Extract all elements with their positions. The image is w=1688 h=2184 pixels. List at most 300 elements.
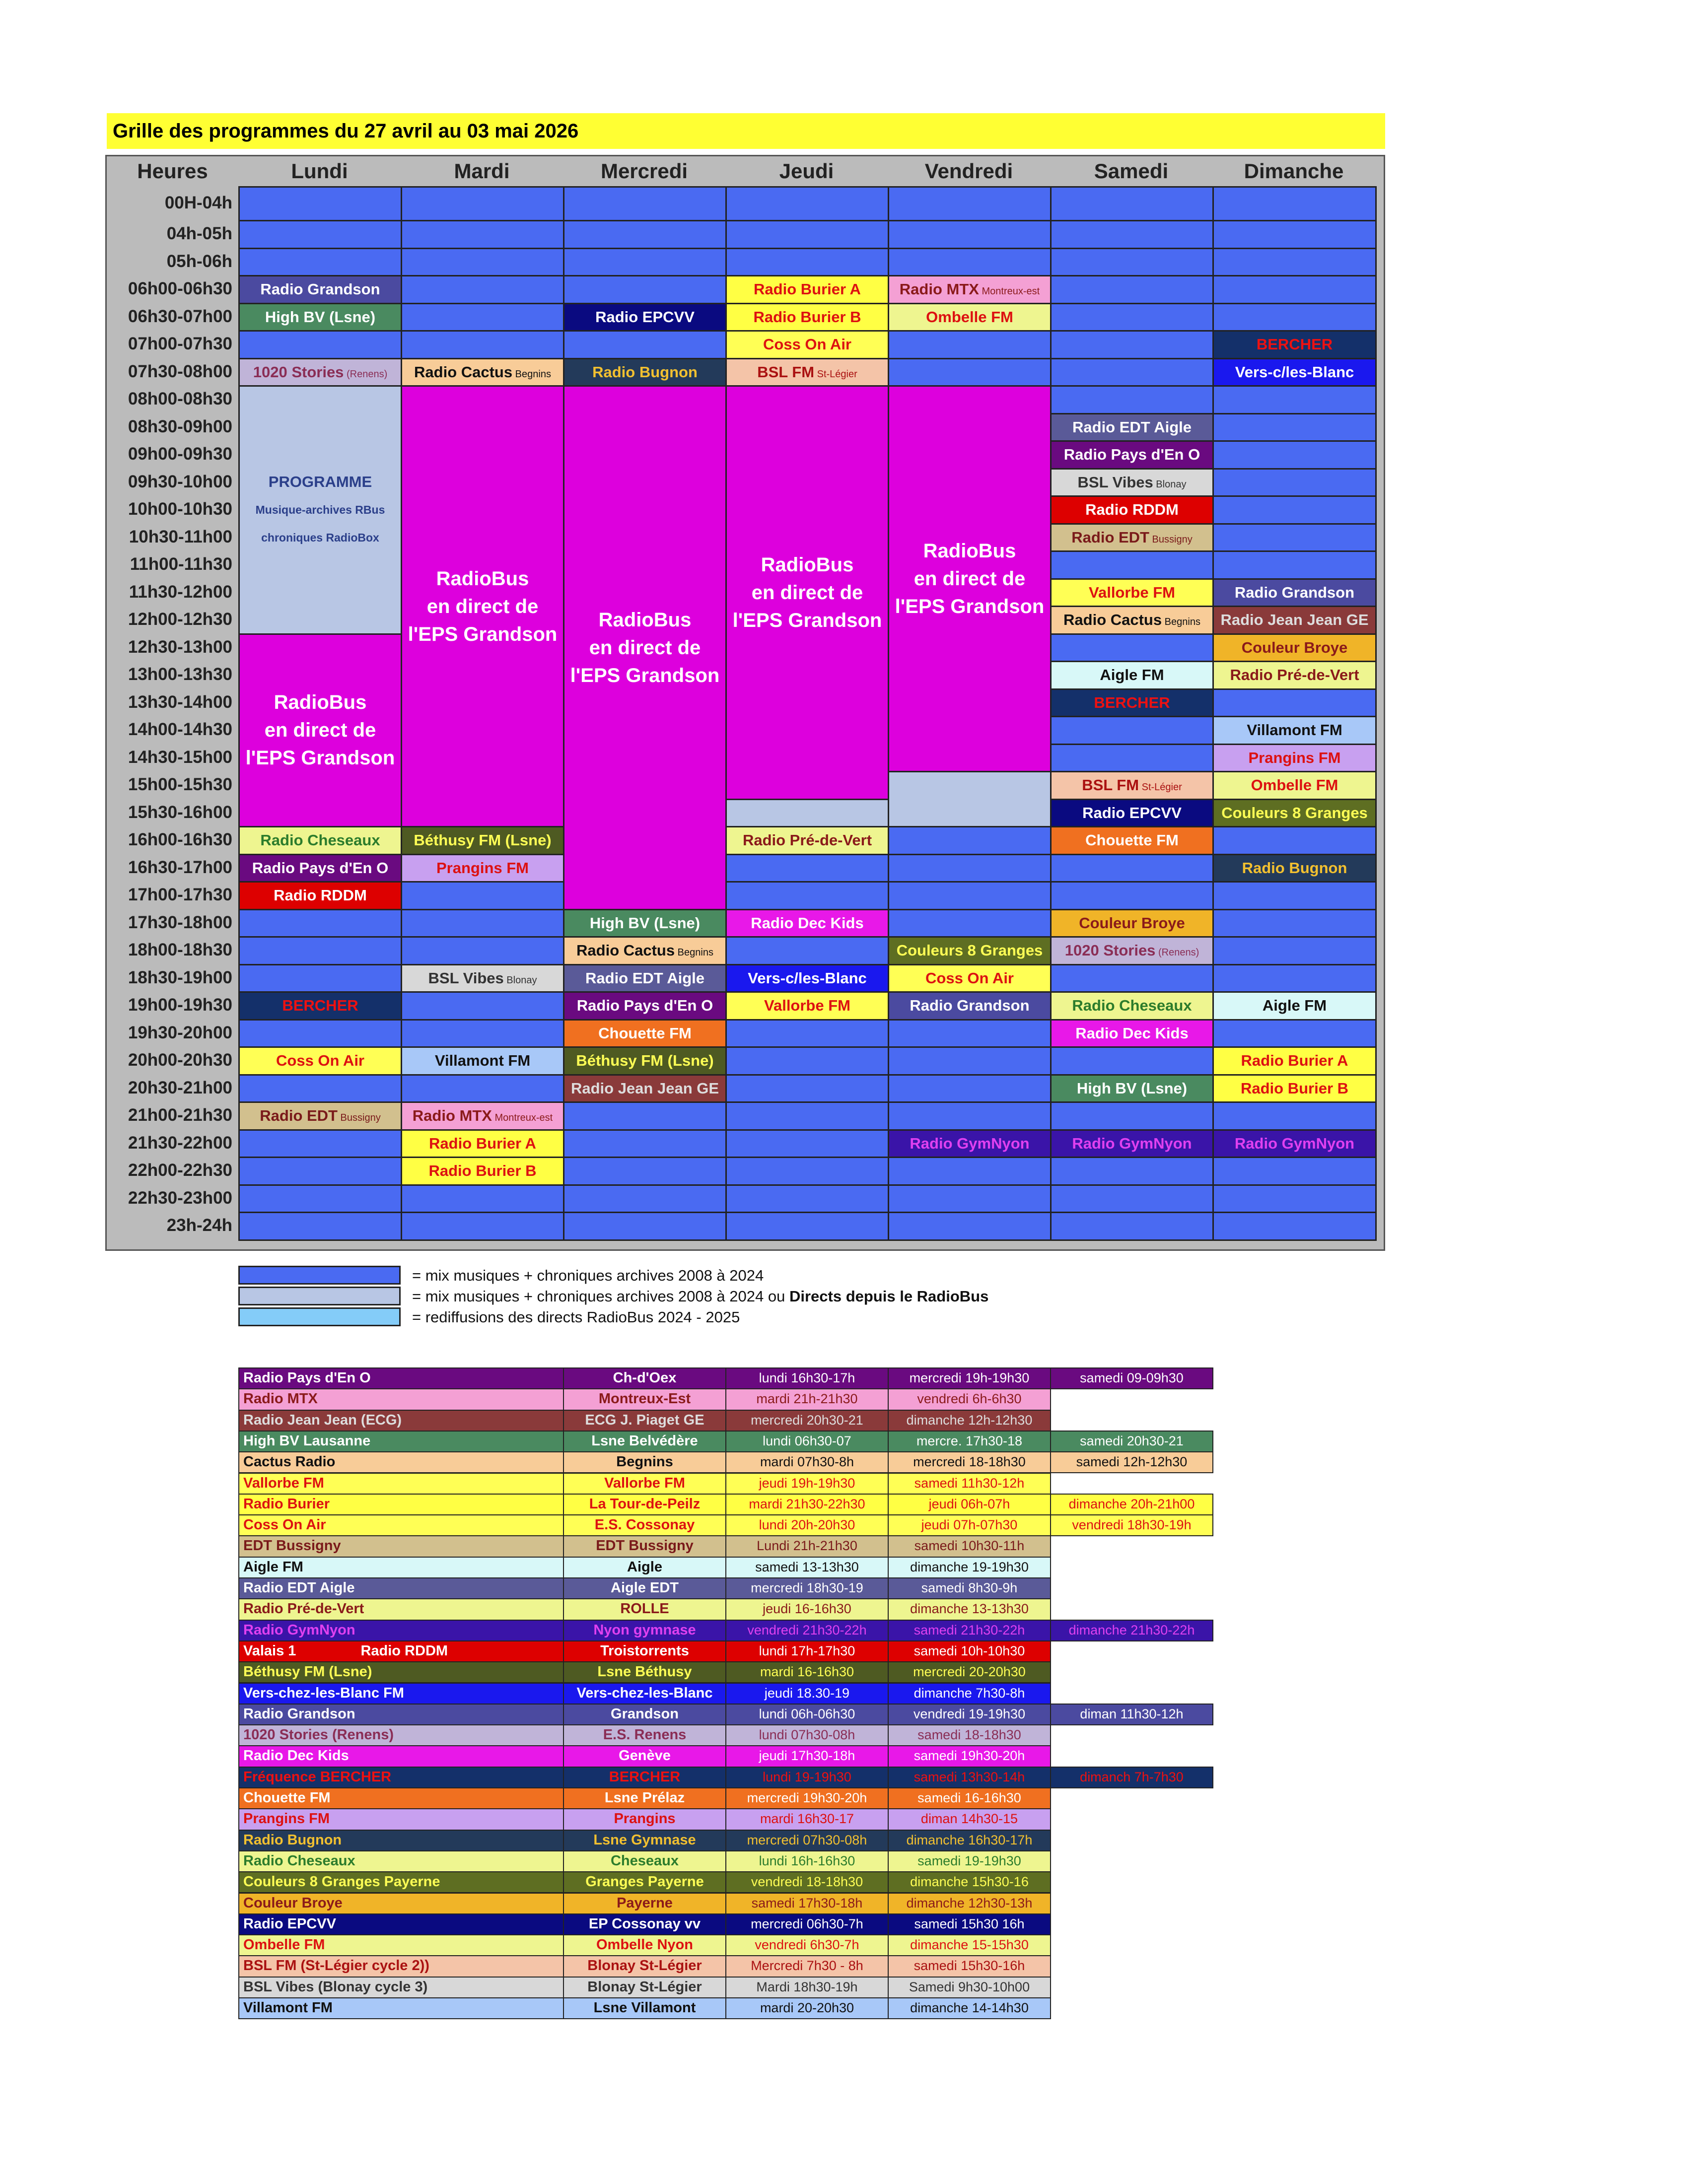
program-slot[interactable] (401, 964, 564, 993)
broadcaster-name: 1020 Stories (Renens) (238, 1724, 564, 1746)
program-name: Coss On Air (925, 969, 1014, 987)
empty-slot (1212, 1019, 1377, 1048)
program-name: Radio MTX (412, 1107, 492, 1124)
broadcaster-slot: dimanche 12h-12h30 (888, 1410, 1051, 1432)
empty-slot (1212, 275, 1377, 304)
program-slot[interactable] (238, 275, 402, 304)
block-text-line: RadioBus (761, 553, 854, 576)
empty-slot (888, 1212, 1052, 1241)
empty-slot (238, 248, 402, 277)
legend-text-direct: = mix musiques + chroniques archives 2008 à 2024 ou Directs depuis le RadioBus (412, 1288, 989, 1305)
program-location: St-Légier (1139, 782, 1182, 793)
empty-slot (1050, 330, 1214, 359)
program-slot[interactable] (1050, 991, 1214, 1021)
hour-label: 09h30-10h00 (128, 472, 232, 491)
program-slot[interactable] (238, 854, 402, 883)
empty-slot (888, 358, 1052, 387)
program-slot[interactable] (888, 275, 1052, 304)
empty-slot (1050, 550, 1214, 580)
empty-slot (563, 1184, 727, 1214)
program-slot[interactable] (1050, 936, 1214, 965)
program-name: High BV (Lsne) (1076, 1079, 1188, 1097)
broadcaster-name: Radio Dec Kids (238, 1745, 564, 1767)
broadcaster-slot: jeudi 17h30-18h (725, 1745, 889, 1767)
broadcaster-slot: Mercredi 7h30 - 8h (725, 1955, 889, 1977)
broadcaster-name: Aigle FM (238, 1557, 564, 1578)
broadcaster-slot: dimanche 7h30-8h (888, 1683, 1051, 1705)
empty-slot (563, 1157, 727, 1186)
broadcaster-place: Montreux-Est (563, 1388, 726, 1410)
empty-slot (563, 1101, 727, 1131)
empty-slot (563, 186, 727, 221)
broadcaster-slot: mercredi 20-20h30 (888, 1661, 1051, 1683)
program-slot[interactable] (725, 330, 889, 359)
program-slot[interactable] (1050, 799, 1214, 828)
empty-slot (725, 186, 889, 221)
empty-slot (1212, 523, 1377, 552)
program-slot[interactable] (1212, 330, 1377, 359)
empty-slot (1212, 964, 1377, 993)
empty-slot (1212, 186, 1377, 221)
block-text-line: en direct de (914, 568, 1026, 590)
empty-slot (1050, 358, 1214, 387)
empty-slot (1050, 1184, 1214, 1214)
program-location: Blonay (503, 974, 537, 986)
broadcaster-slot: dimanche 14-14h30 (888, 1997, 1051, 2019)
broadcaster-slot: mardi 21h30-22h30 (725, 1494, 889, 1515)
broadcaster-slot: mercredi 18-18h30 (888, 1451, 1051, 1473)
hour-label: 13h30-14h00 (128, 692, 232, 712)
program-slot[interactable] (1212, 661, 1377, 690)
program-name: Radio Pays d'En O (1063, 446, 1200, 463)
empty-slot (401, 220, 564, 249)
empty-slot (238, 964, 402, 993)
program-location: (Renens) (1155, 947, 1199, 958)
empty-slot (725, 936, 889, 965)
broadcaster-slot: samedi 10h30-11h (888, 1535, 1051, 1557)
empty-slot (1050, 385, 1214, 414)
radiobus-live-block[interactable] (563, 385, 727, 910)
program-slot[interactable] (1212, 358, 1377, 387)
broadcaster-slot: samedi 18-18h30 (888, 1724, 1051, 1746)
program-slot[interactable] (563, 1074, 727, 1103)
program-slot[interactable] (563, 1019, 727, 1048)
block-text-line: l'EPS Grandson (570, 664, 720, 686)
broadcaster-slot: mardi 07h30-8h (725, 1451, 889, 1473)
hour-label: 21h00-21h30 (128, 1105, 232, 1125)
broadcaster-slot: jeudi 06h-07h (888, 1494, 1051, 1515)
program-slot[interactable] (888, 936, 1052, 965)
program-slot[interactable] (563, 909, 727, 938)
program-slot[interactable] (1050, 909, 1214, 938)
program-slot[interactable] (1212, 633, 1377, 663)
hour-label: 15h30-16h00 (128, 802, 232, 822)
program-slot[interactable] (888, 1129, 1052, 1159)
hour-label: 17h00-17h30 (128, 885, 232, 904)
broadcaster-slot: jeudi 07h-07h30 (888, 1514, 1051, 1536)
empty-slot (888, 854, 1052, 883)
program-slot[interactable] (1212, 744, 1377, 773)
empty-slot (238, 1019, 402, 1048)
program-name: Radio RDDM (1085, 501, 1179, 518)
broadcaster-slot: dimanche 16h30-17h (888, 1830, 1051, 1851)
broadcaster-slot: samedi 19-19h30 (888, 1850, 1051, 1872)
hour-label: 12h30-13h00 (128, 637, 232, 657)
radiobus-live-block[interactable] (401, 385, 564, 827)
program-slot[interactable] (401, 1101, 564, 1131)
radiobus-live-block[interactable] (238, 633, 402, 828)
empty-slot (888, 330, 1052, 359)
broadcaster-slot: samedi 16-16h30 (888, 1787, 1051, 1809)
program-slot[interactable] (1050, 413, 1214, 442)
block-text-line: l'EPS Grandson (245, 747, 395, 769)
empty-slot (725, 1074, 889, 1103)
broadcaster-place: Genève (563, 1745, 726, 1767)
program-slot[interactable] (1212, 606, 1377, 635)
broadcaster-place: La Tour-de-Peilz (563, 1494, 726, 1515)
program-slot[interactable] (725, 964, 889, 993)
program-name: Radio Bugnon (1242, 859, 1347, 877)
program-name: 1020 Stories (253, 363, 344, 381)
empty-slot (238, 220, 402, 249)
program-slot[interactable] (725, 303, 889, 332)
legend-swatch-direct (238, 1287, 401, 1305)
program-name: Villamont FM (434, 1052, 531, 1069)
broadcaster-place: Lsne Belvédère (563, 1431, 726, 1452)
broadcaster-slot: mardi 21h-21h30 (725, 1388, 889, 1410)
program-slot[interactable] (1050, 468, 1214, 497)
broadcaster-name: Béthusy FM (Lsne) (238, 1661, 564, 1683)
program-slot[interactable] (1212, 771, 1377, 800)
broadcaster-slot: jeudi 16-16h30 (725, 1598, 889, 1620)
program-name: Radio Burier B (428, 1162, 537, 1179)
empty-slot (238, 1184, 402, 1214)
broadcaster-slot: vendredi 6h-6h30 (888, 1388, 1051, 1410)
program-slot[interactable] (725, 909, 889, 938)
program-name: Aigle FM (1262, 997, 1327, 1014)
hour-label: 19h00-19h30 (128, 995, 232, 1015)
block-text-line: PROGRAMME (268, 473, 372, 491)
program-slot[interactable] (563, 303, 727, 332)
program-slot[interactable] (1050, 826, 1214, 855)
program-name: Radio Pré-de-Vert (1230, 666, 1359, 683)
program-name: Radio Burier A (1241, 1052, 1348, 1069)
broadcaster-slot: lundi 20h-20h30 (725, 1514, 889, 1536)
broadcaster-slot: samedi 19h30-20h (888, 1745, 1051, 1767)
program-name: Radio Pré-de-Vert (742, 831, 872, 849)
broadcaster-slot: samedi 11h30-12h (888, 1473, 1051, 1495)
program-name: BSL Vibes (1077, 473, 1153, 491)
program-name: Radio GymNyon (1072, 1134, 1192, 1152)
program-name: Chouette FM (598, 1024, 692, 1042)
empty-slot (1050, 248, 1214, 277)
broadcaster-place: Troistorrents (563, 1640, 726, 1662)
empty-slot (888, 248, 1052, 277)
empty-slot (563, 330, 727, 359)
hour-label: 13h00-13h30 (128, 665, 232, 684)
program-name: Vallorbe FM (764, 997, 850, 1014)
broadcaster-slot: lundi 19-19h30 (725, 1767, 889, 1788)
broadcaster-slot: lundi 16h30-17h (725, 1367, 889, 1389)
header-day-7: Dimanche (1244, 159, 1344, 183)
program-slot[interactable] (563, 358, 727, 387)
program-slot[interactable] (401, 1129, 564, 1159)
hour-label: 06h00-06h30 (128, 279, 232, 298)
program-slot[interactable] (1050, 688, 1214, 718)
broadcaster-place: Lsne Villamont (563, 1997, 726, 2019)
program-slot[interactable] (1050, 661, 1214, 690)
broadcaster-slot: dimanche 12h30-13h (888, 1893, 1051, 1914)
empty-slot (1212, 1157, 1377, 1186)
broadcaster-name: Radio Burier (238, 1494, 564, 1515)
program-slot[interactable] (888, 991, 1052, 1021)
program-slot[interactable] (1050, 495, 1214, 525)
program-name: Radio Cheseaux (260, 831, 380, 849)
program-slot[interactable] (1212, 716, 1377, 745)
broadcaster-slot: dimanch 7h-7h30 (1050, 1767, 1213, 1788)
hour-label: 16h00-16h30 (128, 830, 232, 849)
program-slot[interactable] (1050, 606, 1214, 635)
program-slot[interactable] (725, 991, 889, 1021)
empty-slot (1212, 495, 1377, 525)
program-name: Ombelle FM (926, 308, 1013, 326)
program-slot[interactable] (1212, 1129, 1377, 1159)
program-slot[interactable] (1050, 440, 1214, 470)
empty-slot (1050, 303, 1214, 332)
empty-slot (1050, 633, 1214, 663)
broadcaster-place: Lsne Gymnase (563, 1830, 726, 1851)
broadcaster-slot: samedi 15h30-16h (888, 1955, 1051, 1977)
empty-slot (401, 1019, 564, 1048)
program-slot[interactable] (238, 1101, 402, 1131)
program-slot[interactable] (1212, 991, 1377, 1021)
program-slot[interactable] (238, 303, 402, 332)
empty-slot (1212, 550, 1377, 580)
program-slot[interactable] (725, 358, 889, 387)
empty-slot (1212, 468, 1377, 497)
broadcaster-name: Couleur Broye (238, 1893, 564, 1914)
broadcaster-slot: samedi 09-09h30 (1050, 1367, 1213, 1389)
hour-label: 09h00-09h30 (128, 444, 232, 464)
program-slot[interactable] (238, 358, 402, 387)
program-slot[interactable] (238, 881, 402, 910)
broadcaster-slot: vendredi 21h30-22h (725, 1620, 889, 1641)
program-slot[interactable] (563, 936, 727, 965)
empty-slot (563, 1129, 727, 1159)
empty-slot (238, 1212, 402, 1241)
empty-slot (888, 1157, 1052, 1186)
program-name: 1020 Stories (1064, 942, 1156, 959)
broadcaster-name: Couleurs 8 Granges Payerne (238, 1871, 564, 1893)
block-text-line: Musique-archives RBus (255, 503, 385, 517)
block-text-line: en direct de (751, 581, 863, 604)
program-slot[interactable] (1212, 854, 1377, 883)
hour-label: 11h30-12h00 (129, 582, 232, 602)
broadcaster-slot: mercredi 18h30-19 (725, 1577, 889, 1599)
empty-slot (1050, 744, 1214, 773)
program-slot[interactable] (1050, 771, 1214, 800)
program-slot[interactable] (1212, 1046, 1377, 1076)
radiobus-live-block[interactable] (725, 385, 889, 800)
broadcaster-place: Ombelle Nyon (563, 1934, 726, 1956)
program-slot[interactable] (725, 826, 889, 855)
program-slot[interactable] (888, 303, 1052, 332)
program-slot[interactable] (1212, 578, 1377, 608)
program-slot[interactable] (1050, 1074, 1214, 1103)
empty-slot (401, 881, 564, 910)
empty-slot (888, 909, 1052, 938)
broadcaster-slot: samedi 17h30-18h (725, 1893, 889, 1914)
program-slot[interactable] (888, 964, 1052, 993)
program-name: Radio Pays d'En O (252, 859, 389, 877)
broadcaster-slot: lundi 17h-17h30 (725, 1640, 889, 1662)
program-name: BSL FM (1082, 776, 1139, 794)
program-name: BSL FM (757, 363, 815, 381)
legend-text-rediff: = rediffusions des directs RadioBus 2024 - 2025 (412, 1308, 740, 1326)
program-name: Radio Grandson (260, 280, 380, 298)
broadcaster-place: Nyon gymnase (563, 1620, 726, 1641)
broadcaster-name: Fréquence BERCHER (238, 1767, 564, 1788)
empty-slot (238, 1129, 402, 1159)
program-slot[interactable] (1050, 1019, 1214, 1048)
empty-slot (1050, 964, 1214, 993)
empty-slot (1212, 1101, 1377, 1131)
empty-slot (1050, 1212, 1214, 1241)
program-name: Coss On Air (763, 336, 851, 353)
program-slot[interactable] (401, 1157, 564, 1186)
program-name: Chouette FM (1085, 831, 1179, 849)
broadcaster-place: Aigle (563, 1557, 726, 1578)
broadcaster-slot: jeudi 19h-19h30 (725, 1473, 889, 1495)
program-slot[interactable] (563, 1046, 727, 1076)
program-slot[interactable] (238, 991, 402, 1021)
programme-block[interactable] (238, 385, 402, 635)
header-day-4: Jeudi (779, 159, 834, 183)
program-name: BERCHER (1256, 336, 1333, 353)
hour-label: 22h30-23h00 (128, 1188, 232, 1208)
broadcaster-slot: samedi 13-13h30 (725, 1557, 889, 1578)
empty-slot (725, 1212, 889, 1241)
broadcaster-slot: lundi 06h-06h30 (725, 1704, 889, 1725)
broadcaster-slot: lundi 07h30-08h (725, 1724, 889, 1746)
broadcaster-place: Blonay St-Légier (563, 1977, 726, 1998)
broadcaster-place: Blonay St-Légier (563, 1955, 726, 1977)
broadcaster-place: Ch-d'Oex (563, 1367, 726, 1389)
program-slot[interactable] (725, 275, 889, 304)
program-slot[interactable] (401, 854, 564, 883)
program-location: Begnins (512, 368, 551, 380)
broadcaster-slot: dimanche 20h-21h00 (1050, 1494, 1213, 1515)
program-slot[interactable] (238, 826, 402, 855)
program-slot[interactable] (1212, 799, 1377, 828)
broadcaster-slot: samedi 8h30-9h (888, 1577, 1051, 1599)
broadcaster-place: Begnins (563, 1451, 726, 1473)
program-name: Couleur Broye (1241, 638, 1348, 656)
broadcaster-name-secondary: Radio RDDM (360, 1642, 448, 1659)
broadcaster-name: Cactus Radio (238, 1451, 564, 1473)
program-location: Blonay (1153, 478, 1187, 490)
broadcaster-place: Granges Payerne (563, 1871, 726, 1893)
empty-slot (888, 1074, 1052, 1103)
program-slot[interactable] (401, 1046, 564, 1076)
program-name: Radio EDT (260, 1107, 338, 1124)
broadcaster-place: Payerne (563, 1893, 726, 1914)
program-slot[interactable] (563, 964, 727, 993)
broadcaster-slot: diman 11h30-12h (1050, 1704, 1213, 1725)
program-slot[interactable] (1050, 523, 1214, 552)
program-slot[interactable] (238, 1046, 402, 1076)
program-location: Bussigny (1149, 534, 1193, 545)
empty-slot (238, 1074, 402, 1103)
program-name: Radio Burier A (429, 1134, 536, 1152)
broadcaster-place: E.S. Renens (563, 1724, 726, 1746)
empty-slot (1212, 385, 1377, 414)
program-slot[interactable] (1050, 578, 1214, 608)
broadcaster-name: Radio Pré-de-Vert (238, 1598, 564, 1620)
broadcaster-slot: vendredi 18h30-19h (1050, 1514, 1213, 1536)
program-location: (Renens) (344, 368, 388, 380)
broadcaster-slot: samedi 15h30 16h (888, 1913, 1051, 1935)
program-name: Vallorbe FM (1089, 583, 1175, 601)
empty-slot (1212, 1184, 1377, 1214)
empty-slot (401, 275, 564, 304)
hour-label: 14h30-15h00 (128, 747, 232, 767)
block-text-line: en direct de (589, 636, 701, 659)
broadcaster-name: Prangins FM (238, 1808, 564, 1830)
program-slot[interactable] (401, 358, 564, 387)
empty-slot (238, 936, 402, 965)
broadcaster-slot: dimanche 19-19h30 (888, 1557, 1051, 1578)
empty-slot (401, 330, 564, 359)
empty-slot (1050, 1101, 1214, 1131)
program-slot[interactable] (401, 826, 564, 855)
broadcaster-name: BSL Vibes (Blonay cycle 3) (238, 1977, 564, 1998)
empty-slot (563, 248, 727, 277)
hour-label: 18h00-18h30 (128, 940, 232, 959)
empty-slot (401, 1074, 564, 1103)
empty-slot (725, 881, 889, 910)
empty-slot (1050, 1157, 1214, 1186)
broadcaster-name: Radio Grandson (238, 1704, 564, 1725)
hour-label: 07h30-08h00 (128, 361, 232, 381)
program-name: Béthusy FM (Lsne) (576, 1052, 714, 1069)
program-name: BERCHER (282, 997, 358, 1014)
broadcaster-slot: mardi 16-16h30 (725, 1661, 889, 1683)
program-name: Vers-c/les-Blanc (1235, 363, 1354, 381)
empty-slot (888, 1046, 1052, 1076)
program-name: Prangins FM (1248, 749, 1341, 766)
broadcaster-slot: Mardi 18h30-19h (725, 1977, 889, 1998)
broadcaster-name: Chouette FM (238, 1787, 564, 1809)
broadcaster-place: Cheseaux (563, 1850, 726, 1872)
radiobus-live-block[interactable] (888, 385, 1052, 772)
broadcaster-name: Radio EPCVV (238, 1913, 564, 1935)
empty-slot (725, 1019, 889, 1048)
broadcaster-slot: mardi 16h30-17 (725, 1808, 889, 1830)
broadcaster-slot: dimanche 15h30-16 (888, 1871, 1051, 1893)
broadcaster-slot: mercredi 07h30-08h (725, 1830, 889, 1851)
header-day-6: Samedi (1094, 159, 1169, 183)
block-text-line: l'EPS Grandson (732, 609, 882, 631)
empty-slot (725, 1184, 889, 1214)
header-hours: Heures (137, 159, 208, 183)
program-name: Radio Grandson (910, 997, 1030, 1014)
program-slot[interactable] (1212, 1074, 1377, 1103)
program-slot[interactable] (563, 991, 727, 1021)
block-text-line: RadioBus (923, 540, 1016, 562)
program-name: BERCHER (1094, 693, 1170, 711)
program-slot[interactable] (1050, 1129, 1214, 1159)
